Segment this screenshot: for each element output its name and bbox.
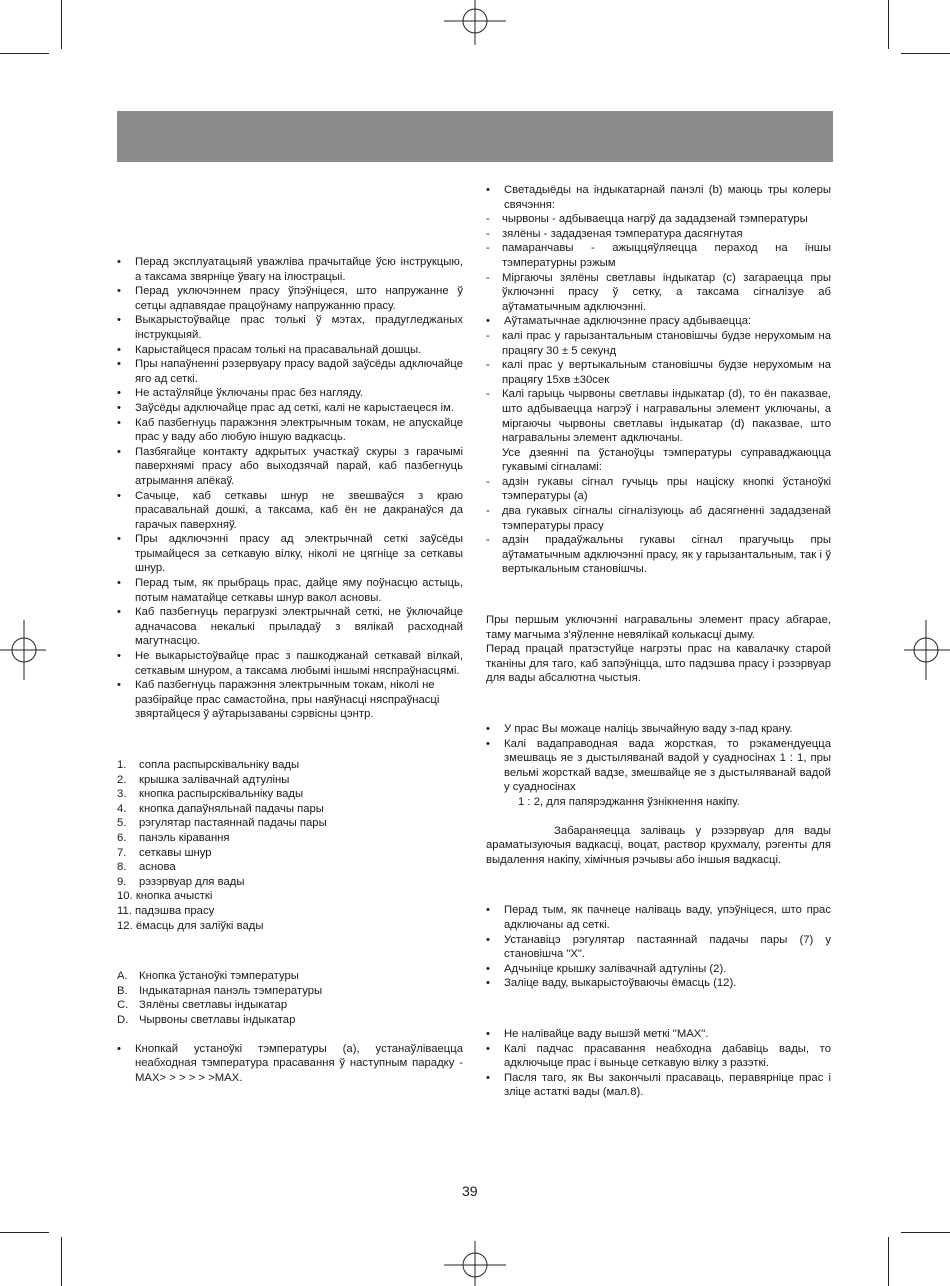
crop-mark: [61, 0, 62, 49]
first-use-paragraph: Пры першым уключэнні награвальны элемент прасу абгарае, таму магчыма з'яўленне невялікай колькасці дыму.: [486, 614, 831, 641]
crop-mark: [901, 1232, 950, 1233]
crop-mark: [0, 1232, 49, 1233]
parts-list: [117, 758, 463, 933]
crop-mark: [61, 1237, 62, 1286]
list-item: • Калі падчас прасавання неабходна дабавіць вады, то адключыце прас і выньце сеткавую вілку з разэткі.: [486, 1042, 831, 1070]
panel-list: [117, 969, 463, 1027]
list-item: • Калі вадаправодная вада жорсткая, то рэкамендуецца змешваць яе з дыстыляванай вадой у суадносінах 1 : 1, пры вельмі жорсткай вадзе, змешвайце яе з дыстыляванай вадой у суадносінах: [486, 737, 831, 794]
list-item: • Перад эксплуатацыяй уважліва прачытайце ўсю інструкцыю, а таксама звярніце ўвагу на ілюстрацыі.: [117, 256, 463, 283]
list-item: • Не выкарыстоўвайце прас з пашкоджанай сеткавай вілкай, сеткавым шнуром, а таксама любымі іншымі няспраўнасцямі.: [117, 650, 463, 677]
list-item: 12. ёмасць для заліўкі вады: [117, 919, 264, 932]
list-item: • Каб пазбегнуць перагрузкі электрычнай сеткі, не ўключайце адначасова некалькі прыладаў з вялікай расходнай магутнасцю.: [117, 606, 463, 648]
list-item: - два гукавых сігналы сігналізуюць аб дасягненні зададзенай тэмпературы прасу: [486, 505, 831, 532]
temp-button-paragraph: • Кнопкай устаноўкі тэмпературы (а), устанаўліваецца неабходная тэмпература прасавання ў наступным парадку - MAX> > > > > >MAX.: [117, 1042, 463, 1084]
list-item: 9. рэзэрвуар для вады: [117, 875, 245, 888]
list-item: • Выкарыстоўвайце прас толькі ў мэтах, прадугледжаных інструкцыяй.: [117, 314, 463, 341]
sound-intro: Усе дзеянні па ўстаноўцы тэмпературы суправаджаюцца гукавымі сігналамі:: [502, 446, 831, 474]
list-item: - калі прас у вертыкальным становішчы будзе нерухомым на працягу 15хв ±30сек: [486, 359, 831, 386]
list-item: • У прас Вы можаце наліць звычайную ваду з-пад крану.: [486, 723, 793, 735]
registration-mark-right: [902, 620, 950, 680]
crop-mark: [901, 53, 950, 54]
list-item: 1. сопла распырсківальніку вады: [117, 759, 300, 771]
list-item: • Заліце ваду, выкарыстоўваючы ёмасць (12).: [486, 977, 737, 990]
list-item: • Пры адключэнні прасу ад электрычнай сеткі заўсёды трымайцеся за сеткавую вілку, ніколі не цягніце за сеткавы шнур.: [117, 533, 463, 575]
list-item: 3. кнопка распырсківальніку вады: [117, 788, 304, 801]
forbidden-paragraph: Забараняецца заліваць у рэзэрвуар для вады араматызуючыя вадкасці, воцат, раствор крухмалу, рэгенты для выдалення накіпу, хімічныя рэчывы або іншыя вадкасці.: [486, 824, 831, 866]
registration-mark-top: [438, 0, 512, 48]
list-item: - адзін гукавы сігнал гучыць пры націску кнопкі ўстаноўкі тэмпературы (а): [486, 475, 831, 503]
water-ratio: 1 : 2, для папярэджання ўзнікнення накіпу.: [518, 795, 740, 808]
list-item: • Пасля таго, як Вы закончылі прасаваць, перавярніце прас і зліце астаткі вады (мал.8).: [486, 1071, 831, 1099]
list-item: 2. крышка залівачнай адтуліны: [117, 773, 290, 786]
list-item: • Сачыце, каб сеткавы шнур не звешваўся з краю прасавальнай дошкі, а таксама, каб ён не дакранаўся да гарачых паверхняў.: [117, 489, 463, 531]
safety-list: [117, 255, 463, 722]
crop-mark: [888, 1237, 889, 1286]
list-item: • Не налівайце ваду вышэй меткі "MAX".: [486, 1027, 709, 1040]
list-item: - адзін прадаўжальны гукавы сігнал прагучыць пры аўтаматычным адключэнні прасу, як у гарызантальным, так і ў вертыкальным становішчы.: [486, 534, 831, 576]
list-item: 8. аснова: [117, 861, 176, 874]
list-item: B. Індыкатарная панэль тэмпературы: [117, 984, 323, 997]
list-item: 4. кнопка дапаўняльнай падачы пары: [117, 802, 324, 815]
list-item: • Устанавіцэ рэгулятар пастаяннай падачы пары (7) у становішча "X".: [486, 933, 831, 961]
list-item: • Не астаўляйце ўключаны прас без нагляду.: [117, 387, 363, 400]
list-item: • Каб пазбегнуць паражэння электрычным токам, не апускайце прас у ваду або любую іншую вадкасць.: [117, 416, 463, 444]
list-item: • Пазбягайце контакту адкрытых участкаў скуры з гарачымі паверхнямі прасу або выходзячай парай, каб пазбегнуць атрымання апёкаў.: [117, 445, 463, 487]
list-item: • Перад тым, як прыбраць прас, дайце яму поўнасцю астыць, потым наматайце сеткавы шнур вакол асновы.: [117, 577, 463, 604]
list-item: • Светадыёды на індыкатарнай панэлі (b) маюць тры колеры свячэння:: [486, 184, 831, 211]
check-paragraph: Перад працай пратэстуйце нагрэты прас на кавалачку старой тканіны для таго, каб запэўніцца, што падэшва прасу і рэзэрвуар для вады абсалютна чыстыя.: [486, 643, 831, 685]
list-item: • Перад уключэннем прасу ўпэўніцеся, што напружанне ў сетцы адпавядае працоўнаму напружанню прасу.: [117, 285, 463, 312]
list-item: - зялёны - зададзеная тэмпература дасягнутая: [486, 227, 743, 240]
list-item: • Аўтаматычнае адключэнне прасу адбываецца:: [486, 315, 752, 328]
crop-mark: [888, 0, 889, 49]
left-column: [117, 255, 463, 1085]
list-item: 5. рэгулятар пастаяннай падачы пары: [117, 817, 327, 830]
page-number: 39: [462, 1183, 478, 1199]
list-item: • Адчыніце крышку залівачнай адтуліны (2).: [486, 962, 727, 975]
right-column: [486, 183, 831, 1100]
crop-mark: [0, 53, 49, 54]
list-item: • Заўсёды адключайце прас ад сеткі, калі не карыстаецеся ім.: [117, 401, 454, 414]
list-item: 11. падэшва прасу: [117, 904, 215, 917]
registration-mark-bottom: [438, 1238, 512, 1286]
list-item: - калі прас у гарызантальным становішчы будзе нерухомым на працягу 30 ± 5 секунд: [486, 329, 831, 357]
list-item: C. Зялёны светлавы індыкатар: [117, 999, 288, 1012]
header-banner: [117, 111, 833, 162]
list-item: - Міргаючы зялёны светлавы індыкатар (с) загараецца пры ўключэнні прасу ў сетку, а таксама сігналізуе аб аўтаматычным адключэнні.: [486, 271, 831, 313]
list-item: 7. сеткавы шнур: [117, 846, 212, 859]
list-item: A. Кнопка ўстаноўкі тэмпературы: [117, 970, 299, 983]
list-item: • Карыстайцеся прасам толькі на прасавальнай дошцы.: [117, 343, 422, 356]
list-item: • Пры напаўненні рэзервуару прасу вадой заўсёды адключайце яго ад сеткі.: [117, 358, 463, 385]
list-item: • Каб пазбегнуць паражэння электрычным токам, ніколі не разбірайце прас самастойна, пры наяўнасці няспраўнасці звяртайцеся ў аўтарызаваны сэрвісны цэнтр.: [117, 679, 440, 721]
list-item: D. Чырвоны светлавы індыкатар: [117, 1013, 296, 1026]
list-item: • Перад тым, як пачнеце наліваць ваду, упэўніцеся, што прас адключаны ад сеткі.: [486, 904, 831, 931]
list-item: - чырвоны - адбываецца нагрў да зададзенай тэмпературы: [486, 213, 808, 226]
list-item: 6. панэль кіравання: [117, 831, 230, 844]
registration-mark-left: [0, 620, 48, 680]
list-item: - памаранчавы - ажыццяўляецца пераход на іншы тэмпературны рэжым: [486, 242, 831, 269]
list-item: 10. кнопка ачысткі: [117, 890, 213, 903]
list-item: - Калі гарыць чырвоны светлавы індыкатар (d), то ён паказвае, што адбываецца нагрэў і награвальны элемент уключаны, а міргаючы чырвоны светлавы індыкатар (d) паказвае, што награвальны элемент адключаны.: [486, 388, 831, 445]
